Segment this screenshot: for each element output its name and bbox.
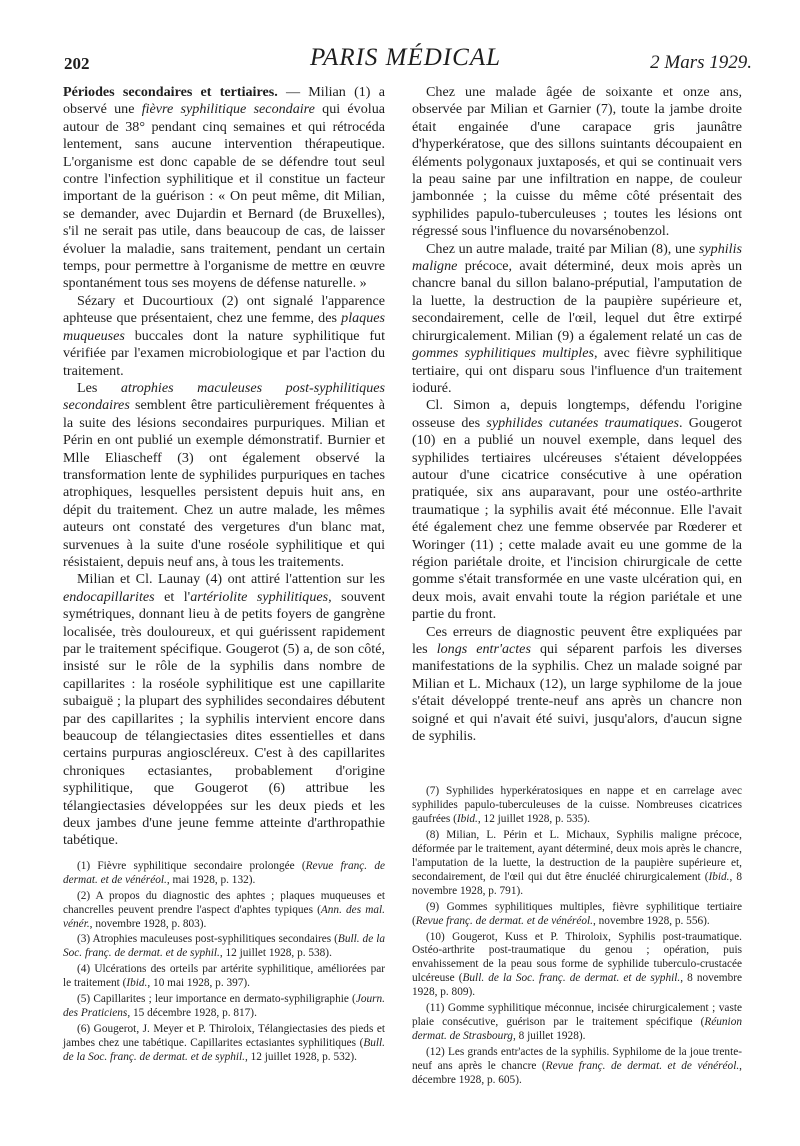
journal-title: PARIS MÉDICAL [310,44,501,71]
paragraph: Les atrophies maculeuses post-syphilitiques secondaires semblent être particulièrement fréquentes à la suite des lésions secondaires purpuriques. Milian et Périn en ont publié un exemple démonstratif. Burnier et Mlle Eliascheff (3) ont également observé la transformation lente de syphilides purpuriques en taches atrophiques, lesquelles persistent depuis huit ans, en dépit du traitement. Chez un autre malade, les mêmes auteurs ont constaté des vergetures d'un blanc mat, survenues à la suite d'une roséole syphilitique et qui résistaient, depuis neuf ans, à tous les traitements. [63,379,385,570]
footnote: (1) Fièvre syphilitique secondaire prolongée (Revue franç. de dermat. et de vénéréol., mai 1928, p. 132). [63,859,385,886]
footnote: (6) Gougerot, J. Meyer et P. Thiroloix, Télangiectasies des pieds et jambes chez une tabétique. Capillarites ectasiantes syphilitiques (Bull. de la Soc. franç. de dermat. et de syphil., 12 juillet 1928, p. 532). [63,1022,385,1063]
paragraph: Ces erreurs de diagnostic peuvent être expliquées par les longs entr'actes qui séparent parfois les diverses manifestations de la syphilis. Chez un malade soigné par Milian et L. Michaux (12), un large syphilome de la joue s'était développé trente-neuf ans après un chancre non soigné et qui n'avait été suivi, jusqu'alors, d'aucun signe de syphilis. [412,623,742,745]
footnote: (4) Ulcérations des orteils par artérite syphilitique, améliorées par le traitement (Ibid., 10 mai 1928, p. 397). [63,963,385,990]
paragraph: Sézary et Ducourtioux (2) ont signalé l'apparence aphteuse que présentaient, chez une femme, des plaques muqueuses buccales dont la nature syphilitique fut vérifiée par l'examen microbiologique et par l'action du traitement. [63,292,385,379]
footnote: (9) Gommes syphilitiques multiples, fièvre syphilitique tertiaire (Revue franç. de dermat. et de vénéréol., novembre 1928, p. 556). [412,900,742,927]
footnote: (10) Gougerot, Kuss et P. Thiroloix, Syphilis post-traumatique. Ostéo-arthrite post-traumatique du genou ; opération, puis envahissement de la peau sous forme de syphilide tuberculo-crustacée ulcéreuse (Bull. de la Soc. franç. de dermat. et de syphil., 8 novembre 1928, p. 809). [412,930,742,999]
footnote: (5) Capillarites ; leur importance en dermato-syphiligraphie (Journ. des Praticiens, 15 décembre 1928, p. 817). [63,993,385,1019]
paragraph: Cl. Simon a, depuis longtemps, défendu l'origine osseuse des syphilides cutanées traumatiques. Gougerot (10) en a publié un nouvel exemple, dans lequel des syphilides tertiaires ulcéreuses s'étaient développées autour d'une cicatrice consécutive à une opération pratiquée, six ans auparavant, pour une ostéo-arthrite traumatique ; la syphilis avait été méconnue. Elle l'avait été également chez une femme observée par Rœderer et Woringer (11) ; cette malade avait eu une gomme de la région pariétale droite, et l'incision chirurgicale de cette gomme s'était transformée en une vaste ulcération qui, en deux mois, avait envahi toute la région pariétale et une partie du front. [412,397,742,623]
footnote: (2) A propos du diagnostic des aphtes ; plaques muqueuses et chancrelles peuvent prendre l'aspect d'aphtes typiques (Ann. des mal. vénér., novembre 1928, p. 803). [63,889,385,930]
page-number: 202 [64,54,90,73]
page-header [62,42,752,72]
footnote: (7) Syphilides hyperkératosiques en nappe et en carrelage avec syphilides papulo-tuberculeuses de la cuisse. Nombreuses cicatrices gaufrées (Ibid., 12 juillet 1928, p. 535). [412,785,742,826]
paragraph: Périodes secondaires et tertiaires. — Milian (1) a observé une fièvre syphilitique secondaire qui évolua autour de 38° pendant cinq semaines et qui rétrocéda lentement, sans aucune intervention thérapeutique. L'organisme est donc capable de se défendre tout seul contre l'infection syphilitique et il constitue un facteur important de la guérison : « On peut même, dit Milian, se demander, avec Dujardin et Bernard (de Bruxelles), s'il ne serait pas utile, dans beaucoup de cas, de laisser évoluer la maladie, sans traitement, pendant un certain temps, pour permettre à l'organisme de mettre en œuvre spontanément tous ses moyens de défense naturelle. » [63,84,385,292]
paragraph: Milian et Cl. Launay (4) ont attiré l'attention sur les endocapillarites et l'artériolite syphilitiques, souvent symétriques, donnant lieu à de petits foyers de gangrène localisée, très douloureux, et qui guérissent rapidement par le traitement spécifique. Gougerot (5) a, de son côté, insisté sur le rôle de la syphilis dans nombre de capillarites : la roséole syphilitique est une capillarite subaiguë ; la plupart des syphilides secondaires débutent par des capillarites ; la syphilis intervient encore dans beaucoup de télangiectasies dites essentielles et dans certains purpuras angioscléreux. C'est à des capillarites chroniques ectasiantes, probablement d'origine syphilitique, que Gougerot (6) attribue les télangiectasies développées sur les deux pieds et les deux jambes d'une jeune femme atteinte d'arthropathie tabétique. [63,571,385,849]
right-column [412,84,742,1089]
issue-date: 2 Mars 1929. [650,52,752,73]
footnote: (12) Les grands entr'actes de la syphilis. Syphilome de la joue trente-neuf ans après le chancre (Revue franç. de dermat. et de vénéréol., décembre 1928, p. 605). [412,1045,742,1086]
left-column [63,84,385,1067]
footnote: (11) Gomme syphilitique méconnue, incisée chirurgicalement ; vaste plaie consécutive, guérison par le traitement spécifique (Réunion dermat. de Strasbourg, 8 juillet 1928). [412,1002,742,1042]
footnotes [63,860,385,1065]
footnote: (8) Milian, L. Périn et L. Michaux, Syphilis maligne précoce, déformée par le traitement, ayant déterminé, deux mois après le chancre, l'amputation de la luette, la destruction de la paupière supérieure et, secondairement, de l'œil qui dut être énucléé chirurgicalement (Ibid., 8 novembre 1928, p. 791). [412,829,743,897]
footnotes [412,785,742,1087]
paragraph: Chez une malade âgée de soixante et onze ans, observée par Milian et Garnier (7), toute la jambe droite était engainée d'une carapace gris jaunâtre d'hyperkératose, que des sillons suintants découpaient en éléments polygonaux juxtaposés, et qui se continuait vers la peau saine par une infiltration en nappe, de couleur jambonnée ; la cuisse du même côté présentait des syphilides papulo-tuberculeuses ; toutes les lésions ont régressé sous l'influence du novarsénobenzol. [412,84,742,240]
section-heading: Périodes secondaires et tertiaires. [63,84,278,100]
footnote: (3) Atrophies maculeuses post-syphilitiques secondaires (Bull. de la Soc. franç. de dermat. et de syphil., 12 juillet 1928, p. 538). [63,933,386,960]
paragraph: Chez un autre malade, traité par Milian (8), une syphilis maligne précoce, avait déterminé, deux mois après un chancre banal du sillon balano-préputial, l'amputation de la luette, la destruction de la paupière supérieure et, secondairement, celle de l'œil, lequel dut être extirpé chirurgicalement. Milian (9) a également relaté un cas de gommes syphilitiques multiples, avec fièvre syphilitique tertiaire, qui ont disparu sous l'influence d'un traitement ioduré. [412,240,742,396]
